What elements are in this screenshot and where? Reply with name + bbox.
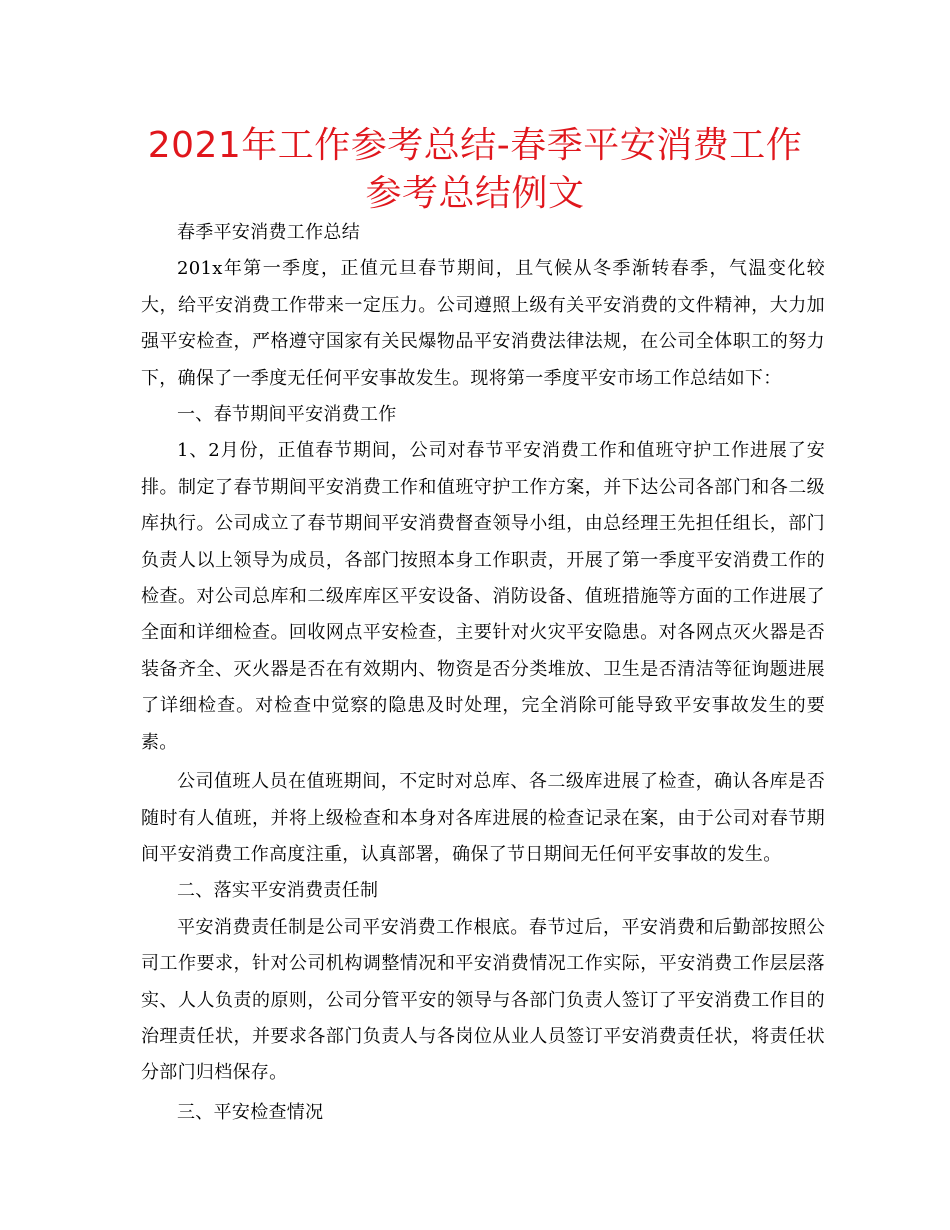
section-heading-1: 一、春节期间平安消费工作	[177, 404, 397, 426]
paragraph-duty-staff: 公司值班人员在值班期间，不定时对总库、各二级库进展了检查，确认各库是否随时有人值班，并将上级检查和本身对各库进展的检查记录在案，由于公司对春节期间平安消费工作高度注重，认真部署，确保了节日期间无任何平安事故的发生。	[141, 771, 825, 865]
paragraph-intro: 201x年第一季度，正值元旦春节期间，且气候从冬季渐转春季，气温变化较大，给平安消费工作带来一定压力。公司遵照上级有关平安消费的文件精神，大力加强平安检查，严格遵守国家有关民爆物品平安消费法律法规，在公司全体职工的努力下，确保了一季度无任何平安事故发生。现将第一季度平安市场工作总结如下：	[141, 258, 825, 389]
paragraph-spring-festival: 1、2月份，正值春节期间，公司对春节平安消费工作和值班守护工作进展了安排。制定了春节期间平安消费工作和值班守护工作方案，并下达公司各部门和各二级库执行。公司成立了春节期间平安消费督查领导小组，由总经理王先担任组长，部门负责人以上领导为成员，各部门按照本身工作职责，开展了第一季度平安消费工作的检查。对公司总库和二级库库区平安设备、消防设备、值班措施等方面的工作进展了全面和详细检查。回收网点平安检查，主要针对火灾平安隐患。对各网点灭火器是否装备齐全、灭火器是否在有效期内、物资是否分类堆放、卫生是否清洁等征询题进展了详细检查。对检查中觉察的隐患及时处理，完全消除可能导致平安事故发生的要素。	[141, 440, 825, 753]
section-heading-2: 二、落实平安消费责任制	[177, 880, 379, 902]
section-heading-3: 三、平安检查情况	[177, 1101, 324, 1123]
paragraph-subtitle: 春季平安消费工作总结	[177, 222, 360, 243]
document-title: 2021年工作参考总结-春季平安消费工作参考总结例文	[147, 125, 803, 214]
paragraph-responsibility: 平安消费责任制是公司平安消费工作根底。春节过后，平安消费和后勤部按照公司工作要求，针对公司机构调整情况和平安消费情况工作实际，平安消费工作层层落实、人人负责的原则，公司分管平安的领导与各部门负责人签订了平安消费工作目的治理责任状，并要求各部门负责人与各岗位从业人员签订平安消费责任状，将责任状分部门归档保存。	[141, 916, 825, 1084]
document-body	[141, 215, 825, 1131]
